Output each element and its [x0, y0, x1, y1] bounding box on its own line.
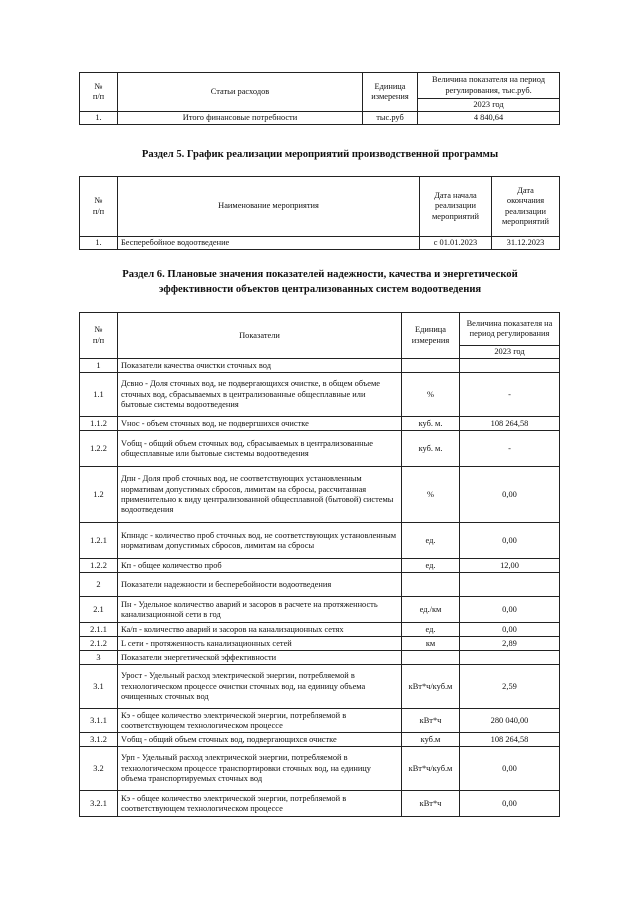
cell-item: Итого финансовые потребности	[118, 112, 363, 125]
cell-unit	[402, 573, 460, 597]
cell-value: 108 264,58	[460, 417, 560, 431]
cell-indicator: Кэ - общее количество электрической энергии, потребляемой в соответствующем технологическом процессе	[118, 709, 402, 733]
cell-number: 1.	[80, 112, 118, 125]
cell-value: 108 264,58	[460, 733, 560, 747]
cell-unit	[402, 359, 460, 373]
cell-number: 1.2	[80, 467, 118, 523]
header-start-date: Дата начала реализации мероприятий	[420, 177, 492, 237]
cell-activity-name: Бесперебойное водоотведение	[118, 237, 420, 250]
cell-number: 3.1	[80, 665, 118, 709]
cell-value: 4 840,64	[418, 112, 560, 125]
header-activity-name: Наименование мероприятия	[118, 177, 420, 237]
cell-number: 2.1.1	[80, 623, 118, 637]
header-indicators: Показатели	[118, 313, 402, 359]
cell-indicator: Vобщ - общий объем сточных вод, сбрасываемых в централизованные общесплавные или бытовые системы водоотведения	[118, 431, 402, 467]
cell-unit: куб. м.	[402, 417, 460, 431]
cell-unit: куб. м.	[402, 431, 460, 467]
header-year: 2023 год	[418, 99, 560, 112]
cell-start-date: с 01.01.2023	[420, 237, 492, 250]
header-value: Величина показателя на период регулирования	[460, 313, 560, 346]
cell-unit: %	[402, 373, 460, 417]
cell-number: 3.1.2	[80, 733, 118, 747]
table-row	[80, 237, 560, 250]
header-end-date: Дата окончания реализации мероприятий	[492, 177, 560, 237]
table-row	[80, 651, 560, 665]
cell-indicator: Урп - Удельный расход электрической энергии, потребляемой в технологическом процессе транспортировки сточных вод, на единицу объема транспортируемых сточных вод	[118, 747, 402, 791]
cell-end-date: 31.12.2023	[492, 237, 560, 250]
cell-value: 0,00	[460, 467, 560, 523]
table-row	[80, 431, 560, 467]
header-number: № п/п	[80, 73, 118, 112]
cell-indicator: Ка/п - количество аварий и засоров на канализационных сетях	[118, 623, 402, 637]
cell-number: 3	[80, 651, 118, 665]
cell-unit: кВт*ч/куб.м	[402, 747, 460, 791]
cell-indicator: Кэ - общее количество электрической энергии, потребляемой в соответствующем технологическом процессе	[118, 791, 402, 817]
cell-unit: ед.	[402, 623, 460, 637]
cell-indicator: Vобщ - общий объем сточных вод, подвергающихся очистке	[118, 733, 402, 747]
cell-value: 0,00	[460, 523, 560, 559]
cell-indicator: Дсвно - Доля сточных вод, не подвергающихся очистке, в общем объеме сточных вод, сбрасываемых в централизованные общесплавные или бытовые системы водоотведения	[118, 373, 402, 417]
cell-unit: ед./км	[402, 597, 460, 623]
cell-unit	[402, 651, 460, 665]
table-row	[80, 709, 560, 733]
cell-unit: ед.	[402, 559, 460, 573]
cell-number: 1.1.2	[80, 417, 118, 431]
table-row	[80, 597, 560, 623]
cell-value: 0,00	[460, 791, 560, 817]
cell-indicator: Кпнндс - количество проб сточных вод, не соответствующих установленным нормативам допустимых сбросов, лимитам на сбросы	[118, 523, 402, 559]
header-number: № п/п	[80, 177, 118, 237]
cell-unit: кВт*ч	[402, 791, 460, 817]
table-row	[80, 112, 560, 125]
table-row	[80, 665, 560, 709]
cell-number: 1.2.1	[80, 523, 118, 559]
cell-indicator: L сети - протяженность канализационных сетей	[118, 637, 402, 651]
cell-number: 2.1	[80, 597, 118, 623]
cell-number: 1	[80, 359, 118, 373]
cell-value: 0,00	[460, 623, 560, 637]
cell-number: 2	[80, 573, 118, 597]
header-unit: Единица измерения	[363, 73, 418, 112]
cell-value: 2,89	[460, 637, 560, 651]
cell-indicator: Vнос - объем сточных вод, не подвергшихся очистке	[118, 417, 402, 431]
cell-indicator: Дпн - Доля проб сточных вод, не соответствующих установленным нормативам допустимых сбросов, лимитам на сбросы, рассчитанная применительно к виду централизованной общесплавной (бытовой) системы водоотведения	[118, 467, 402, 523]
cell-indicator: Пн - Удельное количество аварий и засоров в расчете на протяженность канализационной сети в год	[118, 597, 402, 623]
cell-value: -	[460, 373, 560, 417]
cell-value: 280 040,00	[460, 709, 560, 733]
table-row	[80, 573, 560, 597]
cell-number: 2.1.2	[80, 637, 118, 651]
indicators-table	[79, 312, 560, 817]
table-row	[80, 523, 560, 559]
cell-value: 0,00	[460, 597, 560, 623]
header-number: № п/п	[80, 313, 118, 359]
table-row	[80, 559, 560, 573]
cell-unit: км	[402, 637, 460, 651]
cell-number: 1.2.2	[80, 559, 118, 573]
cell-unit: %	[402, 467, 460, 523]
cell-unit: куб.м	[402, 733, 460, 747]
schedule-table	[79, 176, 560, 250]
table-row	[80, 637, 560, 651]
cell-value: 2,59	[460, 665, 560, 709]
cell-value	[460, 359, 560, 373]
header-year: 2023 год	[460, 346, 560, 359]
section-6-heading-line-2: эффективности объектов централизованных систем водоотведения	[158, 284, 482, 295]
cell-value: 0,00	[460, 747, 560, 791]
cell-indicator: Показатели надежности и бесперебойности водоотведения	[118, 573, 402, 597]
header-expense-item: Статьи расходов	[118, 73, 363, 112]
cell-number: 1.1	[80, 373, 118, 417]
header-value: Величина показателя на период регулирования, тыс.руб.	[418, 73, 560, 99]
section-6-heading-line-1: Раздел 6. Плановые значения показателей надежности, качества и энергетической	[122, 269, 518, 280]
cell-number: 1.2.2	[80, 431, 118, 467]
cell-value	[460, 651, 560, 665]
cell-indicator: Показатели качества очистки сточных вод	[118, 359, 402, 373]
cell-value	[460, 573, 560, 597]
cell-unit: кВт*ч/куб.м	[402, 665, 460, 709]
table-row	[80, 733, 560, 747]
cell-number: 3.2	[80, 747, 118, 791]
cell-unit: тыс.руб	[363, 112, 418, 125]
table-row	[80, 417, 560, 431]
cell-indicator: Кп - общее количество проб	[118, 559, 402, 573]
table-row	[80, 359, 560, 373]
cell-number: 3.2.1	[80, 791, 118, 817]
cell-number: 1.	[80, 237, 118, 250]
cell-indicator: Показатели энергетической эффективности	[118, 651, 402, 665]
table-row	[80, 467, 560, 523]
table-row	[80, 373, 560, 417]
cell-value: -	[460, 431, 560, 467]
table-row	[80, 623, 560, 637]
header-unit: Единица измерения	[402, 313, 460, 359]
cell-unit: ед.	[402, 523, 460, 559]
table-row	[80, 791, 560, 817]
section-5-heading: Раздел 5. График реализации мероприятий производственной программы	[141, 149, 499, 160]
cell-unit: кВт*ч	[402, 709, 460, 733]
cell-value: 12,00	[460, 559, 560, 573]
table-row	[80, 747, 560, 791]
cell-number: 3.1.1	[80, 709, 118, 733]
cell-indicator: Урост - Удельный расход электрической энергии, потребляемой в технологическом процессе очистки сточных вод, на единицу объема очищенных сточных вод	[118, 665, 402, 709]
financial-needs-table	[79, 72, 560, 125]
